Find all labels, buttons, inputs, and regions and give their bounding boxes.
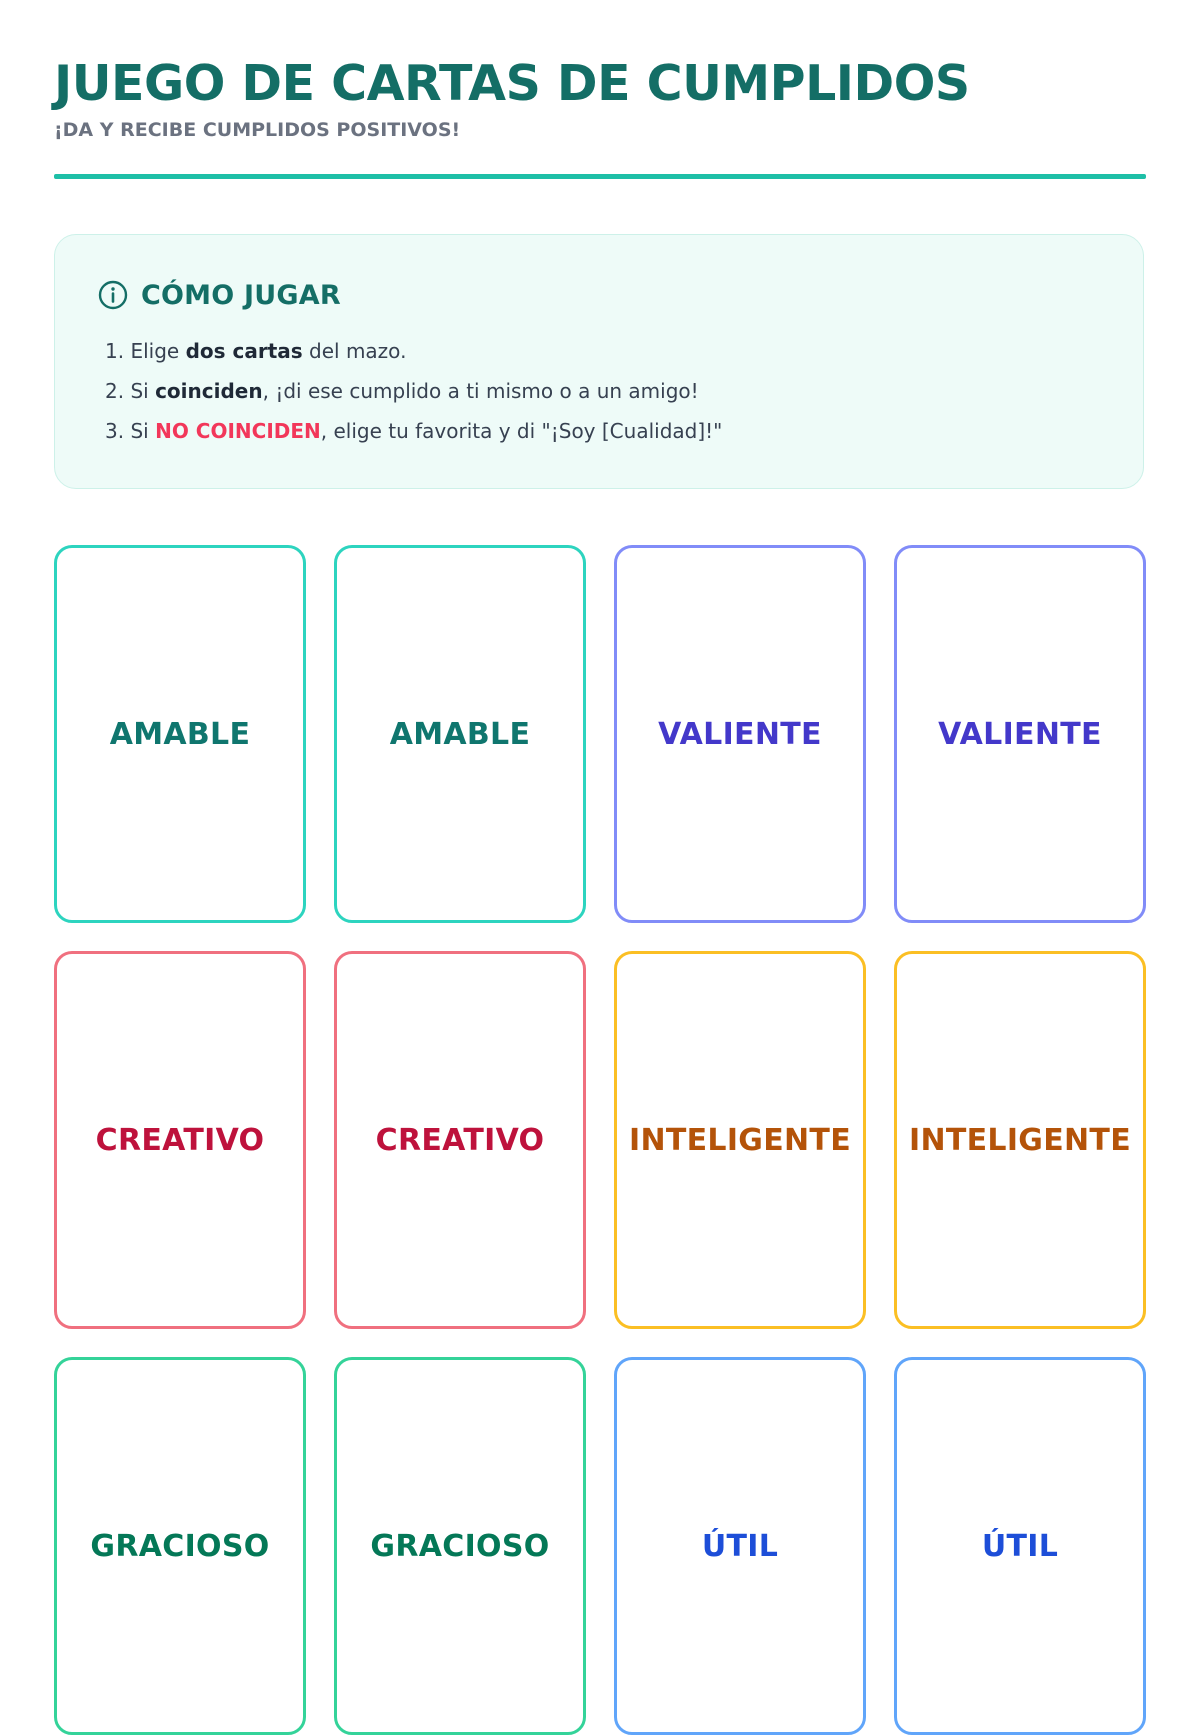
instruction-step	[105, 371, 722, 411]
card-word: CREATIVO	[375, 1122, 545, 1158]
compliment-card[interactable]	[894, 951, 1146, 1329]
compliment-card[interactable]	[54, 951, 306, 1329]
instructions-list	[105, 331, 722, 451]
step-text: , ¡di ese cumplido a ti mismo o a un amigo!	[262, 379, 699, 403]
step-text: Si	[130, 379, 149, 403]
step-emphasis: dos cartas	[185, 339, 303, 363]
how-to-play-header	[97, 279, 341, 311]
instruction-step	[105, 331, 722, 371]
compliment-card[interactable]	[54, 1357, 306, 1735]
compliment-card[interactable]	[894, 545, 1146, 923]
info-circle-icon	[97, 279, 129, 311]
card-word: VALIENTE	[658, 716, 822, 752]
step-number: 3.	[105, 419, 125, 443]
step-number: 2.	[105, 379, 125, 403]
how-to-play-title: CÓMO JUGAR	[141, 279, 341, 311]
card-word: INTELIGENTE	[909, 1122, 1131, 1158]
compliment-card[interactable]	[614, 545, 866, 923]
compliment-card[interactable]	[614, 951, 866, 1329]
how-to-play-panel	[54, 234, 1144, 489]
compliment-card[interactable]	[334, 1357, 586, 1735]
step-text: Si	[130, 419, 149, 443]
page-title: JUEGO DE CARTAS DE CUMPLIDOS	[54, 55, 970, 112]
card-word: AMABLE	[109, 716, 251, 752]
card-word: ÚTIL	[701, 1528, 779, 1564]
step-text: , elige tu favorita y di "¡Soy [Cualidad]!"	[320, 419, 723, 443]
compliment-card[interactable]	[894, 1357, 1146, 1735]
step-text: del mazo.	[309, 339, 407, 363]
compliment-card[interactable]	[334, 545, 586, 923]
compliment-card[interactable]	[334, 951, 586, 1329]
card-word: AMABLE	[389, 716, 531, 752]
compliment-card[interactable]	[614, 1357, 866, 1735]
card-word: VALIENTE	[938, 716, 1102, 752]
title-divider	[54, 174, 1146, 179]
step-warning: NO COINCIDEN	[155, 419, 321, 443]
card-word: GRACIOSO	[370, 1528, 550, 1564]
card-grid	[54, 545, 1146, 1735]
step-number: 1.	[105, 339, 125, 363]
page-subtitle: ¡DA Y RECIBE CUMPLIDOS POSITIVOS!	[54, 119, 461, 141]
card-word: GRACIOSO	[90, 1528, 270, 1564]
compliment-card[interactable]	[54, 545, 306, 923]
card-word: INTELIGENTE	[629, 1122, 851, 1158]
card-word: CREATIVO	[95, 1122, 265, 1158]
card-word: ÚTIL	[981, 1528, 1059, 1564]
instruction-step	[105, 411, 722, 451]
step-emphasis: coinciden	[155, 379, 263, 403]
step-text: Elige	[130, 339, 180, 363]
